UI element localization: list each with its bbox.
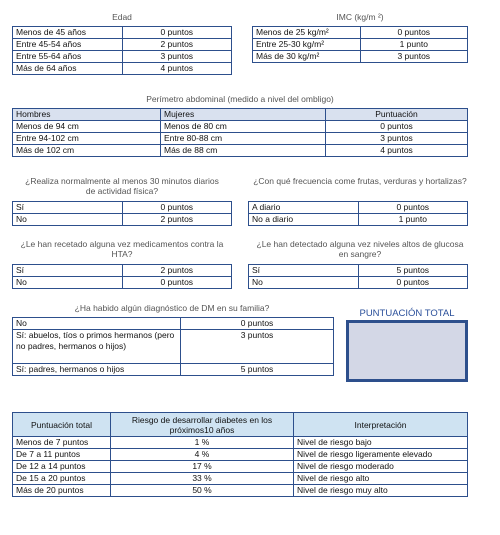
score-range-cell: De 15 a 20 puntos [13,473,111,485]
mujeres-cell: Entre 80-88 cm [161,133,326,145]
table-row [13,202,232,214]
perimetro-table [12,108,468,157]
edad-range: Más de 64 años [13,63,123,75]
column-header: Puntuación [326,109,468,121]
hombres-cell: Más de 102 cm [13,145,161,157]
column-header: Hombres [13,109,161,121]
answer-cell: No [13,318,181,330]
interpretation-cell: Nivel de riesgo alto [294,473,468,485]
points-cell: 0 puntos [122,202,232,214]
interpretation-cell: Nivel de riesgo ligeramente elevado [294,449,468,461]
answer-cell: Sí [249,265,359,277]
actividad-table [12,201,232,226]
imc-range: Más de 30 kg/m² [253,51,361,63]
answer-cell: No [13,277,123,289]
glucosa-table [248,264,468,289]
risk-percent-cell: 33 % [111,473,294,485]
table-row [249,265,468,277]
edad-range: Menos de 45 años [13,27,123,39]
answer-cell: Sí [13,265,123,277]
mujeres-cell: Más de 88 cm [161,145,326,157]
perimetro-title: Perímetro abdominal (medido a nivel del ombligo) [146,94,334,104]
answer-cell: A diario [249,202,359,214]
score-range-cell: Más de 20 puntos [13,485,111,497]
risk-percent-cell: 50 % [111,485,294,497]
actividad-question: ¿Realiza normalmente al menos 30 minutos diarios de actividad física? [25,176,219,196]
risk-percent-cell: 1 % [111,437,294,449]
points-cell: 0 puntos [358,277,468,289]
edad-title: Edad [112,12,132,22]
points-cell: 2 puntos [122,265,232,277]
table-row [13,461,468,473]
glucosa-question: ¿Le han detectado alguna vez niveles altos de glucosa en sangre? [256,239,464,259]
puntuacion-cell: 3 puntos [326,133,468,145]
edad-range: Entre 55-64 años [13,51,123,63]
table-row [13,318,334,330]
table-header-row [13,109,468,121]
frutas-question: ¿Con qué frecuencia come frutas, verduras y hortalizas? [253,176,467,186]
points-cell: 0 puntos [122,277,232,289]
table-row [13,121,468,133]
column-header: Puntuación total [13,413,111,437]
table-row [13,485,468,497]
risk-percent-cell: 17 % [111,461,294,473]
interpretation-cell: Nivel de riesgo moderado [294,461,468,473]
table-row [13,145,468,157]
table-row [249,214,468,226]
imc-range: Menos de 25 kg/m² [253,27,361,39]
table-row [13,364,334,376]
table-row [249,277,468,289]
points-cell: 5 puntos [181,364,334,376]
edad-range: Entre 45-54 años [13,39,123,51]
answer-cell: Sí: padres, hermanos o hijos [13,364,181,376]
interpretation-cell: Nivel de riesgo muy alto [294,485,468,497]
table-row [253,27,468,39]
score-range-cell: Menos de 7 puntos [13,437,111,449]
table-row [249,202,468,214]
points-cell: 1 punto [358,214,468,226]
imc-points: 3 puntos [360,51,468,63]
edad-points: 2 puntos [122,39,232,51]
puntuacion-cell: 4 puntos [326,145,468,157]
table-row [13,277,232,289]
answer-cell: No a diario [249,214,359,226]
points-cell: 0 puntos [181,318,334,330]
table-row [13,473,468,485]
total-score-title: PUNTUACIÓN TOTAL [359,308,455,319]
table-row [13,63,232,75]
points-cell: 0 puntos [358,202,468,214]
table-row [13,51,232,63]
points-cell: 3 puntos [181,330,334,364]
imc-table [252,26,468,63]
column-header: Interpretación [294,413,468,437]
puntuacion-cell: 0 puntos [326,121,468,133]
hta-question: ¿Le han recetado alguna vez medicamentos contra la HTA? [20,239,224,259]
risk-table [12,412,468,497]
table-row [13,39,232,51]
interpretation-cell: Nivel de riesgo bajo [294,437,468,449]
score-range-cell: De 7 a 11 puntos [13,449,111,461]
table-header-row [13,413,468,437]
hombres-cell: Menos de 94 cm [13,121,161,133]
familia-question: ¿Ha habido algún diagnóstico de DM en su familia? [74,303,270,313]
answer-cell: No [249,277,359,289]
score-range-cell: De 12 a 14 puntos [13,461,111,473]
table-row [13,133,468,145]
edad-points: 4 puntos [122,63,232,75]
risk-percent-cell: 4 % [111,449,294,461]
imc-range: Entre 25-30 kg/m² [253,39,361,51]
hta-table [12,264,232,289]
table-row [13,27,232,39]
familia-table [12,317,334,376]
imc-points: 0 puntos [360,27,468,39]
table-row [253,39,468,51]
imc-points: 1 punto [360,39,468,51]
column-header: Mujeres [161,109,326,121]
column-header: Riesgo de desarrollar diabetes en los próximos10 años [111,413,294,437]
table-row [13,449,468,461]
table-row [13,265,232,277]
table-row [13,330,334,364]
answer-cell: Sí [13,202,123,214]
points-cell: 5 puntos [358,265,468,277]
points-cell: 2 puntos [122,214,232,226]
table-row [13,214,232,226]
total-score-box[interactable] [346,320,468,382]
table-row [253,51,468,63]
table-row [13,437,468,449]
hombres-cell: Entre 94-102 cm [13,133,161,145]
edad-points: 0 puntos [122,27,232,39]
answer-cell: Sí: abuelos, tíos o primos hermanos (pero no padres, hermanos o hijos) [13,330,181,364]
mujeres-cell: Menos de 80 cm [161,121,326,133]
edad-points: 3 puntos [122,51,232,63]
answer-cell: No [13,214,123,226]
edad-table [12,26,232,75]
imc-title: IMC (kg/m ²) [336,12,384,22]
frutas-table [248,201,468,226]
